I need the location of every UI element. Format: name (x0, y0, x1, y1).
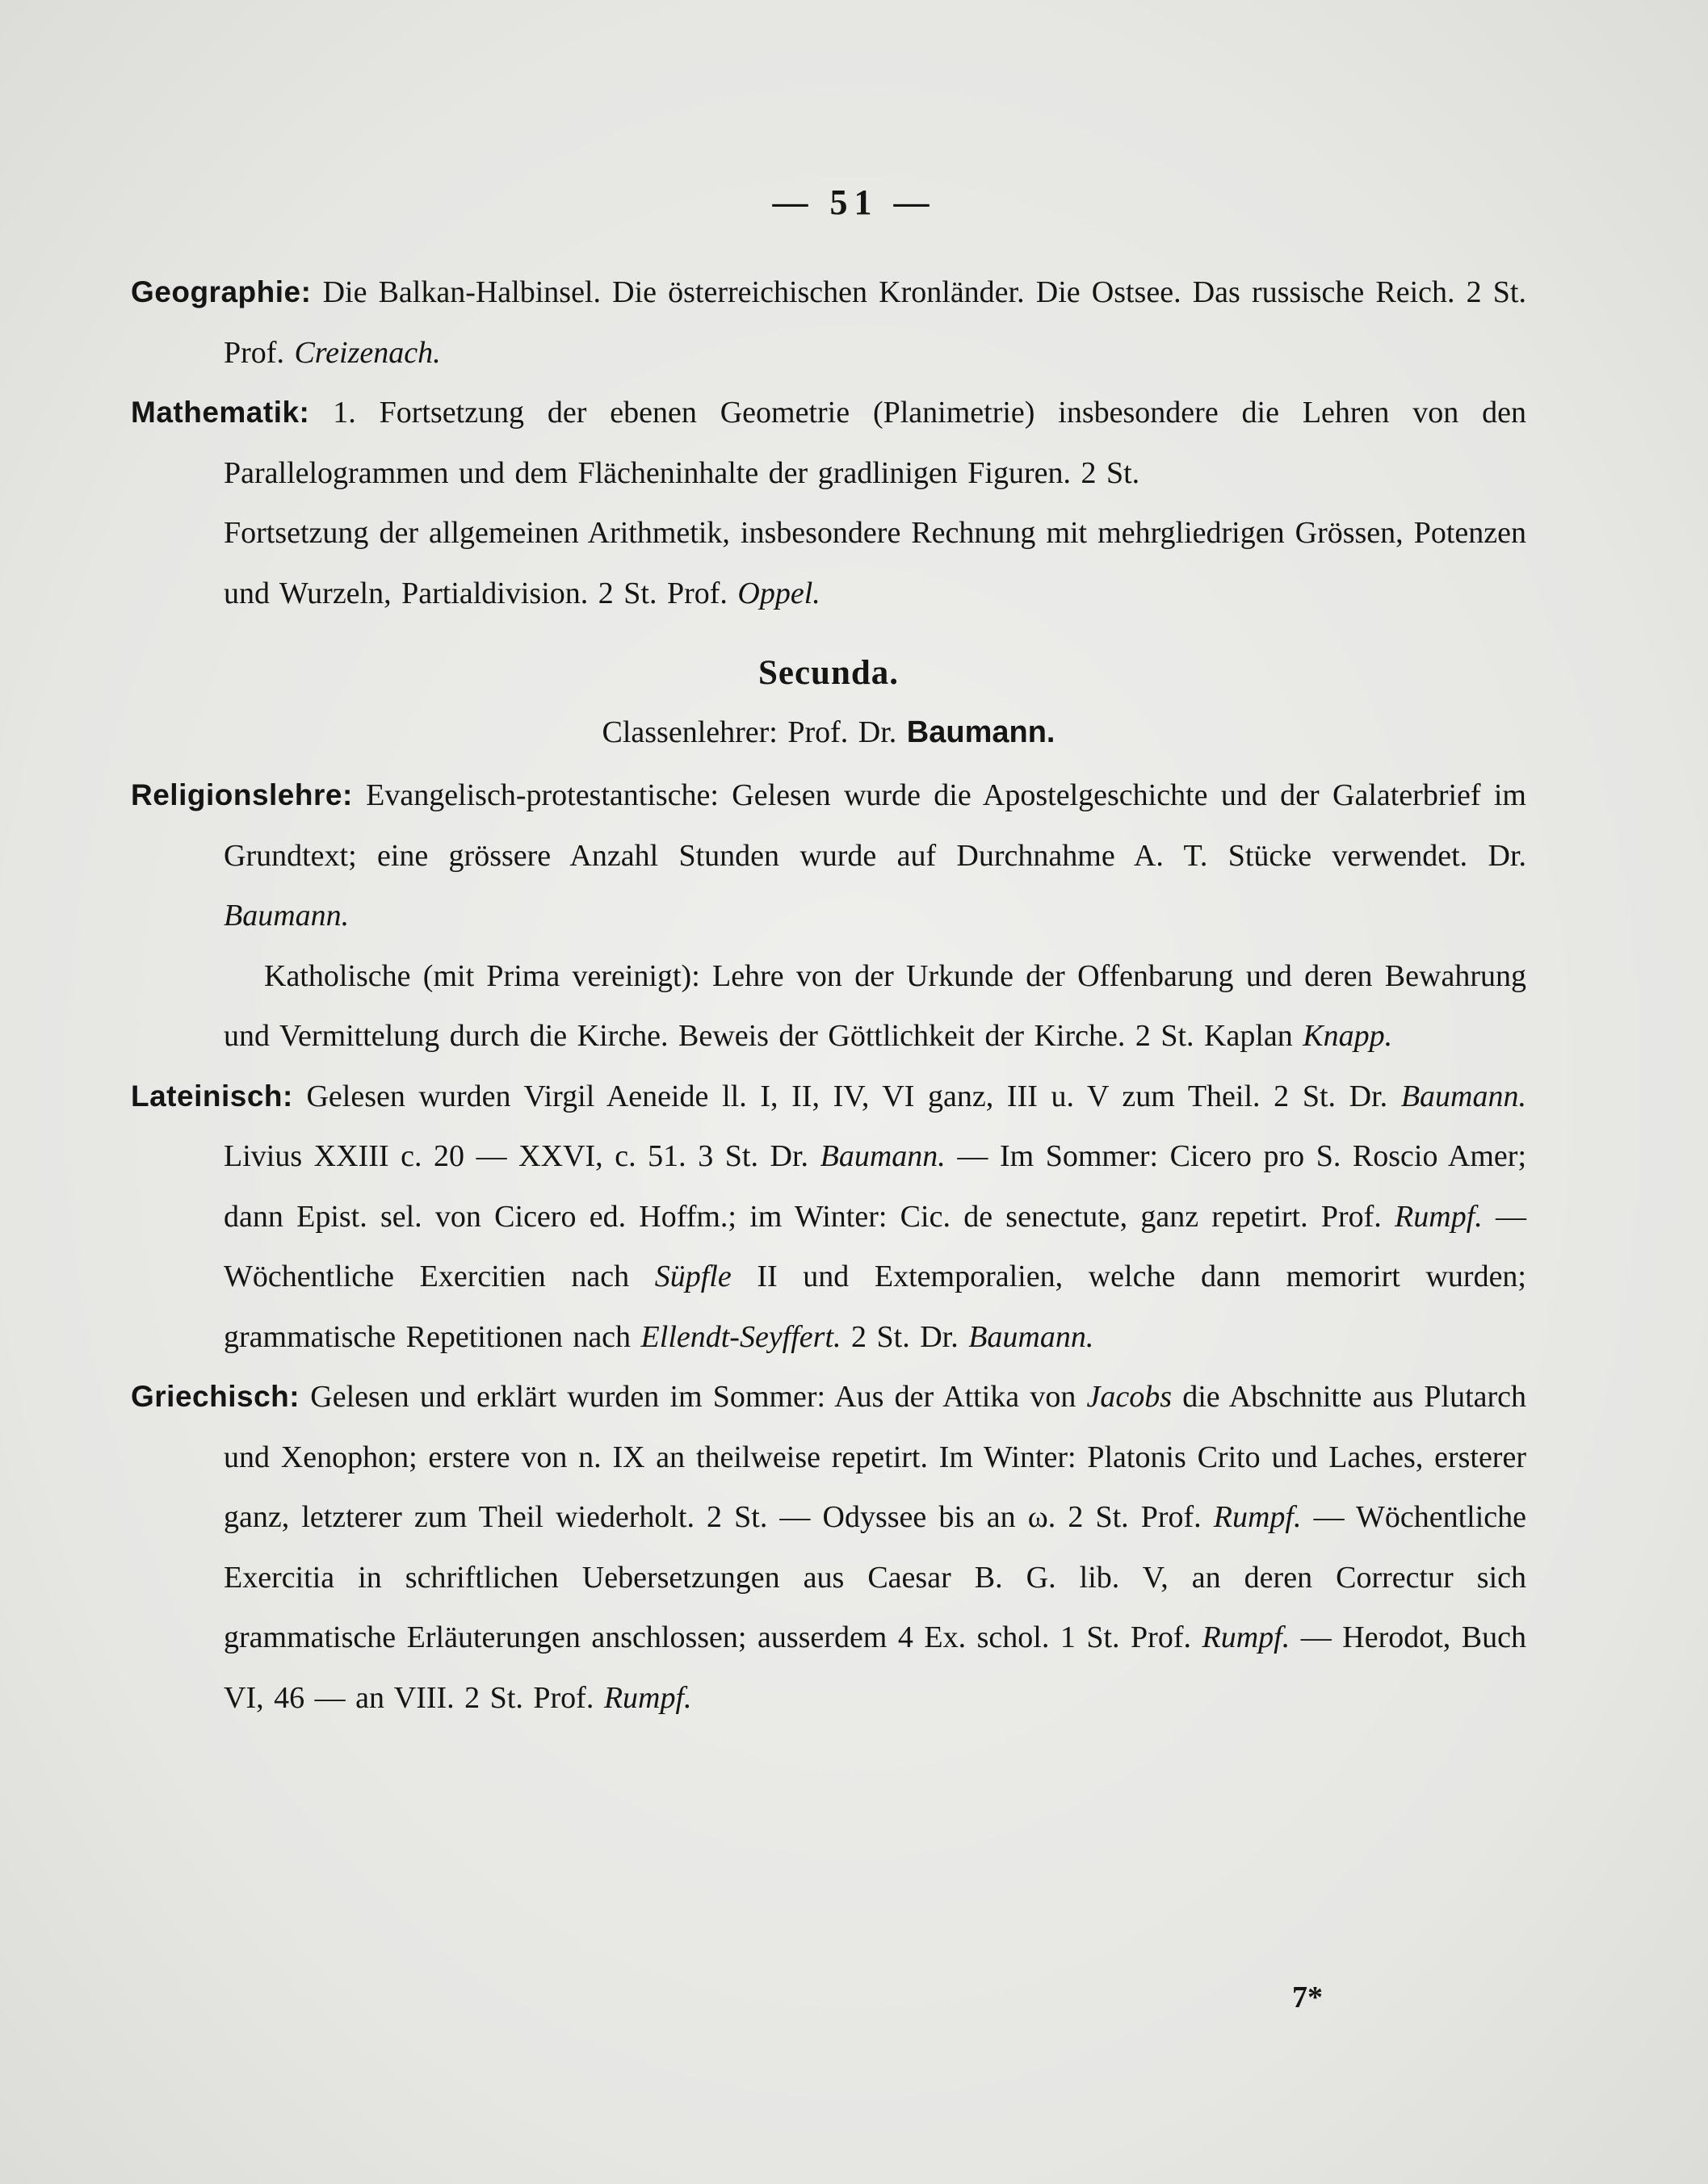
classenlehrer-prefix: Classenlehrer: Prof. Dr. (602, 715, 897, 749)
label-geographie: Geographie: (131, 275, 312, 308)
author-ellendt-seyffert: Ellendt-Seyffert. (640, 1319, 841, 1354)
text-griech-1: Gelesen und erklärt wurden im Sommer: Aus der Attika von (310, 1380, 1076, 1414)
teacher-rumpf-gr-3: Rumpf. (603, 1680, 692, 1715)
entry-griechisch (131, 1367, 1526, 1728)
text-latein-2: Livius XXIII c. 20 — XXVI, c. 51. 3 St. Dr. (224, 1139, 809, 1173)
text-griech-3: — Wöchentliche Exercitia in schriftlichen Uebersetzungen aus Caesar B. G. lib. V, an deren Correctur sich grammatische Erläuterungen anschlossen; ausserdem 4 Ex. schol. 1 St. Prof. (224, 1500, 1527, 1654)
classenlehrer-name: Baumann. (906, 715, 1055, 749)
teacher-baumann-lat-3: Baumann. (968, 1319, 1094, 1354)
text-latein-5: II und Extemporalien, welche dann memorirt wurden; grammatische Repetitionen nach (224, 1260, 1526, 1354)
text-latein-3: — Im Sommer: Cicero pro S. Roscio Amer; dann Epist. sel. von Cicero ed. Hoffm.; im Winter: Cic. de senectute, ganz repetirt. Prof. (224, 1139, 1527, 1234)
text-geographie: Die Balkan-Halbinsel. Die österreichischen Kronländer. Die Ostsee. Das russische Reich. 2 St. Prof. (224, 275, 1526, 370)
entry-religion-katholisch (131, 946, 1526, 1067)
author-suepfle: Süpfle (654, 1260, 732, 1293)
teacher-rumpf-gr-1: Rumpf. (1213, 1500, 1302, 1534)
text-latein-4: — Wöchentliche Exercitien nach (224, 1199, 1527, 1293)
label-religionslehre: Religionslehre: (131, 778, 353, 811)
text-mathematik-1: 1. Fortsetzung der ebenen Geometrie (Planimetrie) insbesondere die Lehren von den Parallelogrammen und dem Flächeninhalte der gradlinigen Figuren. 2 St. (224, 396, 1526, 490)
body-text (131, 262, 1526, 1728)
text-latein-1: Gelesen wurden Virgil Aeneide ll. I, II, IV, VI ganz, III u. V zum Theil. 2 St. Dr. (306, 1079, 1388, 1113)
teacher-rumpf-gr-2: Rumpf. (1202, 1620, 1290, 1654)
entry-lateinisch (131, 1067, 1526, 1368)
entry-mathematik (131, 383, 1526, 503)
page-number: — 51 — (772, 182, 936, 222)
label-lateinisch: Lateinisch: (131, 1079, 293, 1113)
classenlehrer (131, 706, 1526, 759)
teacher-baumann-rel: Baumann. (224, 899, 350, 933)
text-griech-4: — Herodot, Buch VI, 46 — an VIII. 2 St. Prof. (224, 1620, 1527, 1715)
signature-mark: 7* (1292, 1981, 1323, 2014)
label-griechisch: Griechisch: (131, 1380, 300, 1413)
teacher-baumann-lat-2: Baumann. (820, 1139, 946, 1173)
teacher-knapp: Knapp. (1303, 1019, 1393, 1053)
teacher-baumann-lat-1: Baumann. (1400, 1079, 1526, 1113)
text-religion-2: Katholische (mit Prima vereinigt): Lehre von der Urkunde der Offenbarung und deren Bewahrung und Vermittelung durch die Kirche. Beweis der Göttlichkeit der Kirche. 2 St. Kaplan (224, 958, 1526, 1053)
entry-religionslehre (131, 765, 1526, 946)
text-mathematik-2: Fortsetzung der allgemeinen Arithmetik, insbesondere Rechnung mit mehrgliedrigen Grössen, Potenzen und Wurzeln, Partialdivision. 2 St. Prof. (224, 516, 1526, 610)
entry-geographie (131, 262, 1526, 383)
author-jacobs: Jacobs (1086, 1380, 1173, 1414)
label-mathematik: Mathematik: (131, 396, 310, 429)
teacher-creizenach: Creizenach. (294, 335, 441, 370)
section-title-secunda: Secunda. (757, 654, 900, 692)
text-griech-2: die Abschnitte aus Plutarch und Xenophon; erstere von n. IX an theilweise repetirt. Im Winter: Platonis Crito und Laches, ersterer ganz, letzterer zum Theil wiederholt. 2 St. — Odyssee bis an ω. 2 St. Prof. (224, 1380, 1527, 1534)
text-religion-1: Evangelisch-protestantische: Gelesen wurde die Apostelgeschichte und der Galaterbrief im Grundtext; eine grössere Anzahl Stunden wurde auf Durchnahme A. T. Stücke verwendet. Dr. (224, 778, 1526, 873)
text-latein-6: 2 St. Dr. (851, 1319, 959, 1354)
teacher-oppel: Oppel. (737, 576, 820, 610)
teacher-rumpf-lat: Rumpf. (1395, 1199, 1483, 1234)
entry-mathematik-2 (131, 503, 1526, 623)
